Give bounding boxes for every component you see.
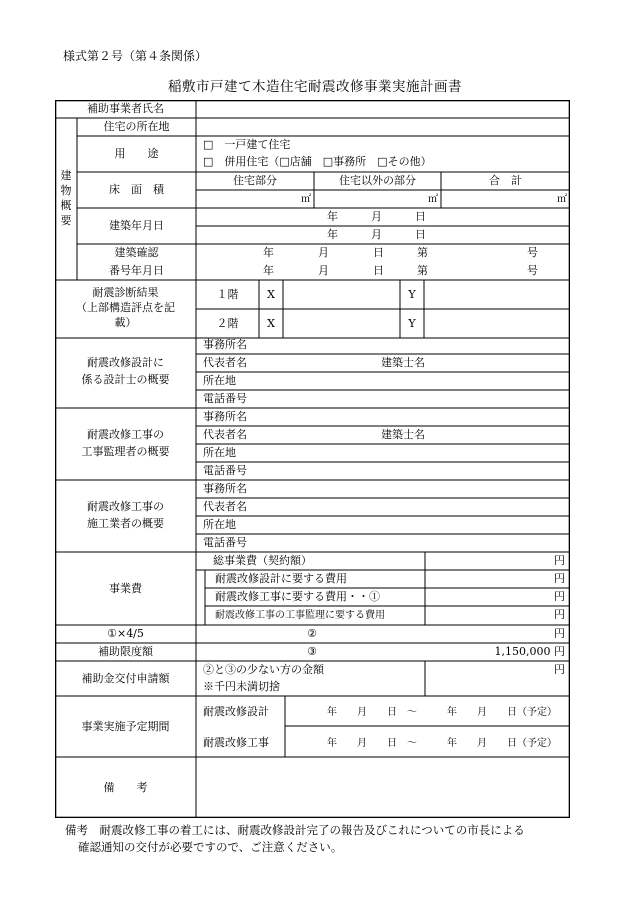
footnote-line-1: 備考 耐震改修工事の着工には、耐震改修設計完了の報告及びこれについての市長による (65, 823, 525, 837)
diagnosis-y-label-2: Y (408, 317, 416, 330)
plan-form-table (55, 100, 570, 818)
floor-area-header-residential: 住宅部分 (233, 174, 277, 187)
total-cost-field[interactable]: 円 (554, 554, 565, 567)
subsidy-limit-amount: 1,150,000 円 (494, 645, 565, 658)
building-overview-label: 建 物 概 要 (60, 169, 72, 227)
contractor-office-field[interactable]: 事務所名 (203, 482, 247, 495)
diagnosis-floor-2: ２階 (216, 317, 239, 330)
design-cost-label: 耐震改修設計に要する費用 (215, 572, 347, 585)
footnote (65, 822, 585, 856)
area-unit-nonresidential: ㎡ (428, 194, 438, 205)
diagnosis-x-label-1: X (267, 288, 275, 301)
contractor-address-field[interactable]: 所在地 (203, 518, 236, 531)
page-title: 稲敷市戸建て木造住宅耐震改修事業実施計画書 (168, 79, 462, 95)
designer-address-field[interactable]: 所在地 (203, 374, 236, 387)
schedule-label: 事業実施予定期間 (81, 720, 170, 733)
floor-area-header-total: 合 計 (489, 174, 522, 187)
use-option-detached-house[interactable]: □ 一戸建て住宅 (203, 138, 291, 151)
designer-office-field[interactable]: 事務所名 (203, 338, 247, 351)
designer-rep-field[interactable]: 代表者名 (203, 356, 247, 369)
area-unit-residential: ㎡ (301, 194, 311, 205)
grant-rounding-note: ※千円未満切捨 (203, 680, 280, 693)
project-cost-label: 事業費 (109, 582, 142, 595)
supervisor-address-field[interactable]: 所在地 (203, 446, 236, 459)
work-cost-label: 耐震改修工事に要する費用・・① (215, 590, 380, 603)
supervisor-phone-field[interactable]: 電話番号 (203, 464, 247, 477)
circle-3-mark: ③ (307, 645, 317, 658)
floor-area-label: 床 面 積 (109, 183, 164, 196)
diagnosis-floor-1: １階 (216, 288, 239, 301)
diagnosis-y-label-1: Y (408, 288, 416, 301)
grant-request-label: 補助金交付申請額 (81, 672, 170, 685)
design-cost-field[interactable]: 円 (554, 572, 565, 585)
designer-phone-field[interactable]: 電話番号 (203, 392, 247, 405)
build-date-line-1[interactable]: 年 月 日 (327, 210, 426, 223)
build-date-label: 建築年月日 (109, 219, 164, 232)
diagnosis-label: 耐震診断結果 （上部構造評点を記 載） (76, 286, 175, 329)
supervision-cost-field[interactable]: 円 (554, 608, 565, 621)
confirmation-label: 建築確認 (114, 246, 159, 259)
supervision-cost-label: 耐震改修工事の工事監理に要する費用 (215, 610, 385, 621)
build-date-line-2[interactable]: 年 月 日 (327, 228, 426, 241)
designer-label: 耐震改修設計に 係る設計士の概要 (81, 356, 170, 386)
contractor-phone-field[interactable]: 電話番号 (203, 536, 247, 549)
confirmation-date-label: 番号年月日 (109, 264, 164, 277)
location-label: 住宅の所在地 (103, 120, 170, 133)
confirmation-line-1[interactable]: 年 月 日 第 号 (263, 246, 538, 259)
schedule-design-label: 耐震改修設計 (203, 705, 269, 718)
supervisor-rep-field[interactable]: 代表者名 (203, 428, 247, 441)
remarks-label: 備 考 (103, 781, 148, 794)
contractor-label: 耐震改修工事の 施工業者の概要 (87, 500, 164, 530)
total-cost-label: 総事業費（契約額） (213, 554, 312, 567)
use-label: 用 途 (114, 147, 159, 160)
grant-amount-field[interactable]: 円 (554, 663, 565, 676)
supervisor-architect-field[interactable]: 建築士名 (381, 428, 425, 441)
contractor-rep-field[interactable]: 代表者名 (203, 500, 247, 513)
area-unit-total: ㎡ (557, 194, 567, 205)
floor-area-header-nonresidential: 住宅以外の部分 (339, 174, 416, 187)
supervisor-label: 耐震改修工事の 工事監理者の概要 (81, 428, 170, 458)
form-number: 様式第２号（第４条関係） (63, 49, 208, 63)
confirmation-line-2[interactable]: 年 月 日 第 号 (263, 264, 538, 277)
four-fifths-label: ①×4/5 (107, 627, 144, 640)
schedule-work-period[interactable]: 年 月 日 ～ 年 月 日（予定） (327, 738, 557, 749)
grant-rule-text: ②と③の少ない方の金額 (203, 663, 324, 676)
designer-architect-field[interactable]: 建築士名 (381, 356, 425, 369)
circle-2-mark: ② (307, 627, 317, 640)
four-fifths-amount-field[interactable]: 円 (554, 627, 565, 640)
schedule-work-label: 耐震改修工事 (203, 736, 269, 749)
work-cost-field[interactable]: 円 (554, 590, 565, 603)
applicant-name-label: 補助事業者氏名 (87, 102, 164, 115)
footnote-line-2: 確認通知の交付が必要ですので、ご注意ください。 (78, 840, 343, 854)
use-option-mixed-use-house[interactable]: □ 併用住宅（□店舗 □事務所 □その他） (203, 155, 432, 168)
diagnosis-x-label-2: X (267, 317, 275, 330)
subsidy-limit-label: 補助限度額 (98, 645, 153, 658)
schedule-design-period[interactable]: 年 月 日 ～ 年 月 日（予定） (327, 707, 557, 718)
supervisor-office-field[interactable]: 事務所名 (203, 410, 247, 423)
